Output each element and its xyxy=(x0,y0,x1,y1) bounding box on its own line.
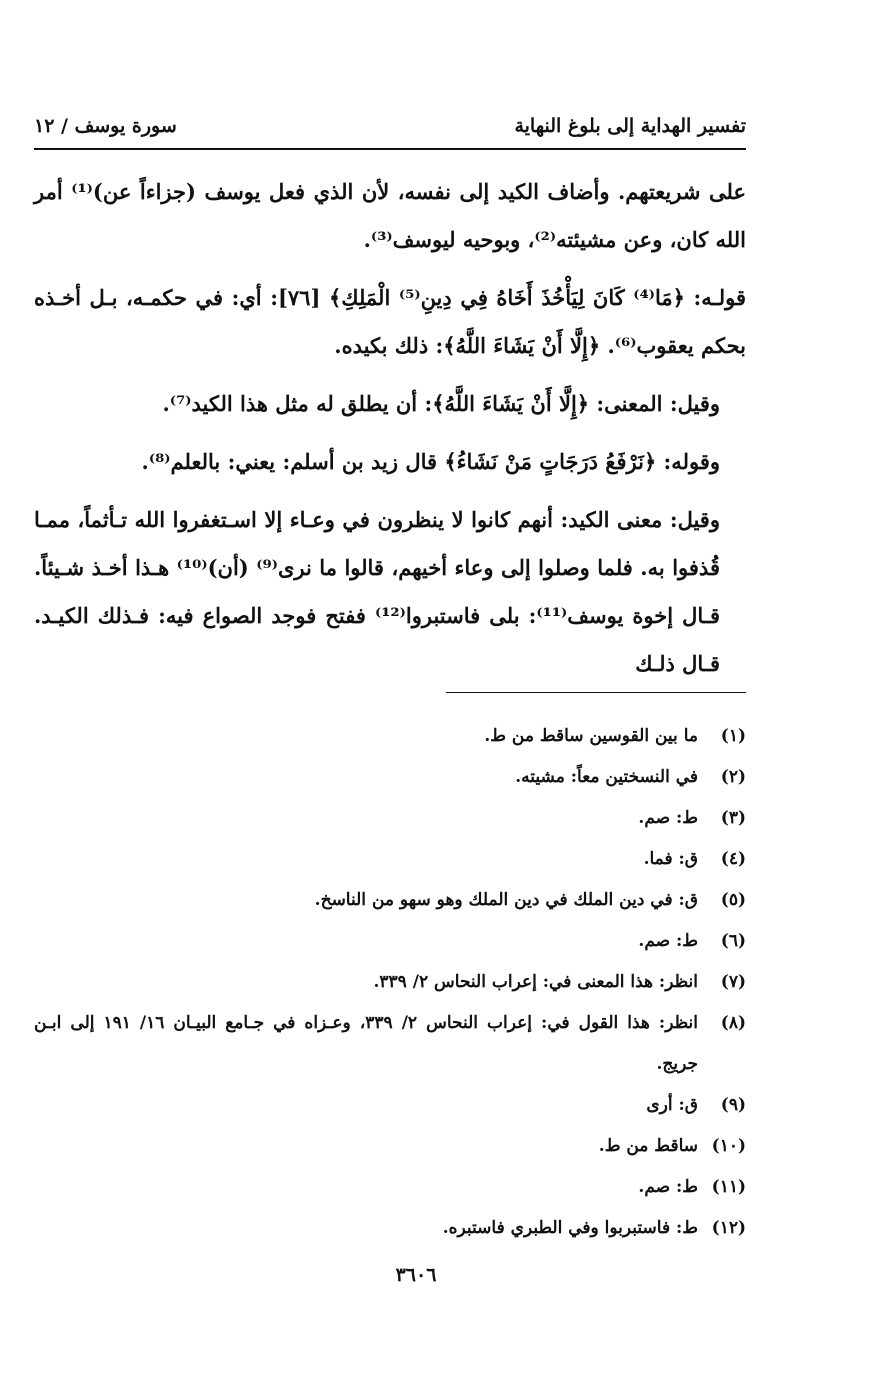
footnote-item xyxy=(34,716,746,757)
footnotes-list xyxy=(34,716,746,1249)
footnote-item xyxy=(34,962,746,1003)
footnote-text: ط: صم. xyxy=(638,808,698,828)
footnote-text: انظر: هذا المعنى في: إعراب النحاس ٢/ ٣٣٩. xyxy=(373,972,698,992)
footnote-number: (٩) xyxy=(720,1095,746,1115)
paragraph-5: وقيل: معنى الكيد: أنهم كانوا لا ينظرون في وعـاء إلا اسـتغفروا الله تـأثماً، ممـا قُذفوا به. فلما وصلوا إلى وعاء أخيهم، قالوا ما نرى⁽⁹⁾ (أن)⁽¹⁰⁾ هـذا أخـذ شـيئاً. قـال إخوة يوسف⁽¹¹⁾: بلى فاستبروا⁽¹²⁾ ففتح فوجد الصواع فيه: فـذلك الكيـد. قـال ذلـك xyxy=(34,507,720,676)
surah-label: سورة يوسف / ١٢ xyxy=(34,115,177,137)
footnote-number: (١٢) xyxy=(711,1218,746,1238)
running-header xyxy=(34,108,746,144)
footnote-text: ط: فاستبربوا وفي الطبري فاستبره. xyxy=(442,1218,698,1238)
footnote-number: (٢) xyxy=(720,767,746,787)
footnote-text: ق: فما. xyxy=(643,849,698,869)
footnote-item xyxy=(34,921,746,962)
footnote-item xyxy=(34,880,746,921)
footnote-text: في النسختين معاً: مشيته. xyxy=(515,767,698,787)
footnote-number: (٦) xyxy=(720,931,746,951)
footnote-text: ساقط من ط. xyxy=(598,1136,698,1156)
footnote-item xyxy=(34,1167,746,1208)
footnote-text: ق: أرى xyxy=(646,1095,698,1115)
footnote-text: ط: صم. xyxy=(638,931,698,951)
footnote-number: (٤) xyxy=(720,849,746,869)
paragraph-3: وقيل: المعنى: ﴿إِلَّا أَنْ يَشَاءَ اللَّهُ﴾: أن يطلق له مثل هذا الكيد⁽⁷⁾. xyxy=(162,391,720,416)
footnote-item xyxy=(34,839,746,880)
footnote-text: انظر: هذا القول في: إعراب النحاس ٢/ ٣٣٩، وعـزاه في جـامع البيـان ١٦/ ١٩١ إلى ابـن جريج. xyxy=(34,1013,698,1074)
footnote-item xyxy=(34,798,746,839)
footnote-item xyxy=(34,1085,746,1126)
footnote-number: (١١) xyxy=(711,1177,746,1197)
footnote-number: (٨) xyxy=(720,1013,746,1033)
footnote-item xyxy=(34,1126,746,1167)
page-number: ٣٦٠٦ xyxy=(395,1264,437,1286)
main-text xyxy=(34,168,746,698)
footnote-number: (١٠) xyxy=(711,1136,746,1156)
footnote-item xyxy=(34,757,746,798)
footnote-number: (٣) xyxy=(720,808,746,828)
footnote-number: (٧) xyxy=(720,972,746,992)
footnote-text: ط: صم. xyxy=(638,1177,698,1197)
footnote-number: (٥) xyxy=(720,890,746,910)
header-divider xyxy=(34,148,746,150)
paragraph-2: قولـه: ﴿مَا⁽⁴⁾ كَانَ لِيَأْخُذَ أَخَاهُ فِي دِينِ⁽⁵⁾ الْمَلِكِ﴾ [٧٦]: أي: في حكمـه، بـل أخـذه بحكم يعقوب⁽⁶⁾. ﴿إِلَّا أَنْ يَشَاءَ اللَّهُ﴾: ذلك بكيده. xyxy=(34,285,746,358)
footnote-divider xyxy=(446,692,746,693)
footnote-number: (١) xyxy=(720,726,746,746)
paragraph-1: على شريعتهم. وأضاف الكيد إلى نفسه، لأن الذي فعل يوسف (جزاءاً عن)⁽¹⁾ أمر الله كان، وعن مشيئته⁽²⁾، وبوحيه ليوسف⁽³⁾. xyxy=(34,179,746,252)
footnote-text: ما بين القوسين ساقط من ط. xyxy=(484,726,698,746)
footnote-item xyxy=(34,1003,746,1085)
paragraph-4: وقوله: ﴿نَرْفَعُ دَرَجَاتٍ مَنْ نَشَاءُ﴾ قال زيد بن أسلم: يعني: بالعلم⁽⁸⁾. xyxy=(141,449,720,474)
footnote-text: ق: في دين الملك في دين الملك وهو سهو من الناسخ. xyxy=(314,890,698,910)
book-title: تفسير الهداية إلى بلوغ النهاية xyxy=(514,115,746,137)
footnote-item xyxy=(34,1208,746,1249)
